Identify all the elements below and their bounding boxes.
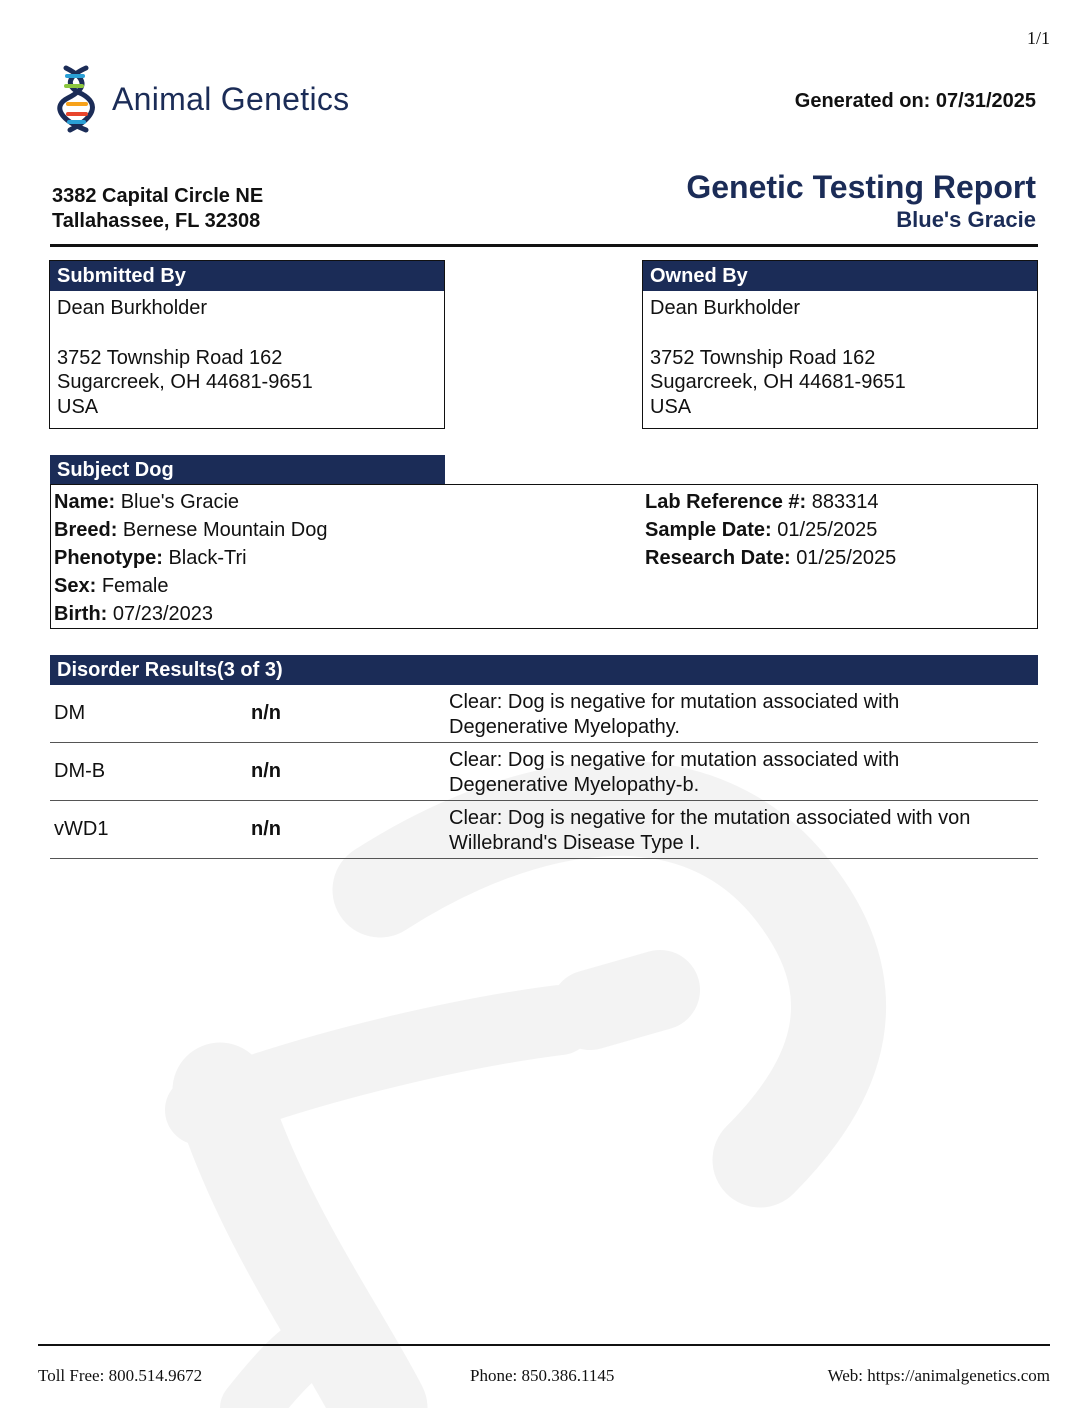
result-description: Clear: Dog is negative for mutation associated with Degenerative Myelopathy.	[449, 691, 900, 738]
footer-phone: Phone: 850.386.1145	[470, 1366, 615, 1385]
owned-by-street: 3752 Township Road 162	[650, 346, 876, 369]
result-description: Clear: Dog is negative for mutation associated with Degenerative Myelopathy-b.	[449, 749, 900, 796]
lab-reference-field: Lab Reference #: 883314	[645, 491, 879, 513]
test-name: DM	[54, 702, 86, 724]
lab-address-line1: 3382 Capital Circle NE	[52, 185, 264, 207]
test-name: vWD1	[54, 818, 109, 840]
dog-name: Blue's Gracie	[120, 491, 240, 513]
submitted-by-city: Sugarcreek, OH 44681-9651	[57, 371, 313, 393]
submitted-by-heading: Submitted By	[50, 261, 444, 291]
dog-name-field: Name: Blue's Gracie	[54, 491, 240, 513]
lab-address	[52, 184, 263, 234]
footer-divider	[38, 1344, 1050, 1346]
research-date-field: Research Date: 01/25/2025	[645, 547, 897, 569]
lab-address-line2: Tallahassee, FL 32308	[52, 210, 261, 232]
result-description: Clear: Dog is negative for the mutation associated with von Willebrand's Disease Type I.	[449, 807, 971, 854]
table-row	[50, 743, 1038, 801]
genotype: n/n	[251, 702, 281, 724]
subject-details-right	[645, 488, 896, 572]
generated-date: Generated on: 07/31/2025	[794, 90, 1036, 112]
brand-logo	[56, 64, 349, 134]
genotype: n/n	[251, 760, 281, 782]
subject-dog-heading: Subject Dog	[50, 455, 445, 485]
subject-details-left	[54, 488, 328, 628]
table-row	[50, 801, 1038, 859]
table-row	[50, 685, 1038, 743]
footer-web-link[interactable]: Web: https://animalgenetics.com	[827, 1366, 1050, 1385]
footer-toll-free: Toll Free: 800.514.9672	[38, 1366, 203, 1385]
dog-breed: Bernese Mountain Dog	[122, 519, 328, 541]
disorder-results-heading: Disorder Results(3 of 3)	[50, 655, 1038, 685]
genotype: n/n	[251, 818, 281, 840]
page-number: 1/1	[1026, 28, 1050, 48]
test-name: DM-B	[54, 760, 106, 782]
dog-breed-field: Breed: Bernese Mountain Dog	[54, 519, 328, 541]
sample-date-field: Sample Date: 01/25/2025	[645, 519, 878, 541]
submitted-by-country: USA	[57, 395, 99, 418]
submitted-by-box	[49, 260, 445, 429]
report-title-block	[686, 168, 1036, 234]
dog-phenotype-field: Phenotype: Black-Tri	[54, 547, 247, 569]
report-subtitle: Blue's Gracie	[896, 207, 1036, 232]
owned-by-name: Dean Burkholder	[650, 297, 801, 319]
brand-name: Animal Genetics	[112, 80, 350, 117]
header-divider	[50, 244, 1038, 247]
owned-by-city: Sugarcreek, OH 44681-9651	[650, 371, 906, 393]
disorder-results-table	[50, 685, 1038, 859]
dog-phenotype: Black-Tri	[168, 547, 247, 569]
owned-by-heading: Owned By	[643, 261, 1037, 291]
owned-by-country: USA	[650, 395, 692, 418]
subject-dog-box	[50, 484, 1038, 629]
dna-helix-icon	[56, 64, 100, 134]
dog-sex: Female	[101, 575, 169, 597]
submitted-by-name: Dean Burkholder	[57, 297, 208, 319]
research-date: 01/25/2025	[796, 547, 897, 569]
sample-date: 01/25/2025	[777, 519, 878, 541]
dog-birth-field: Birth: 07/23/2023	[54, 603, 213, 625]
dog-sex-field: Sex: Female	[54, 575, 169, 597]
report-title: Genetic Testing Report	[686, 169, 1036, 205]
lab-reference: 883314	[811, 491, 879, 513]
submitted-by-street: 3752 Township Road 162	[57, 346, 283, 369]
owned-by-box	[642, 260, 1038, 429]
dog-birth: 07/23/2023	[112, 603, 213, 625]
